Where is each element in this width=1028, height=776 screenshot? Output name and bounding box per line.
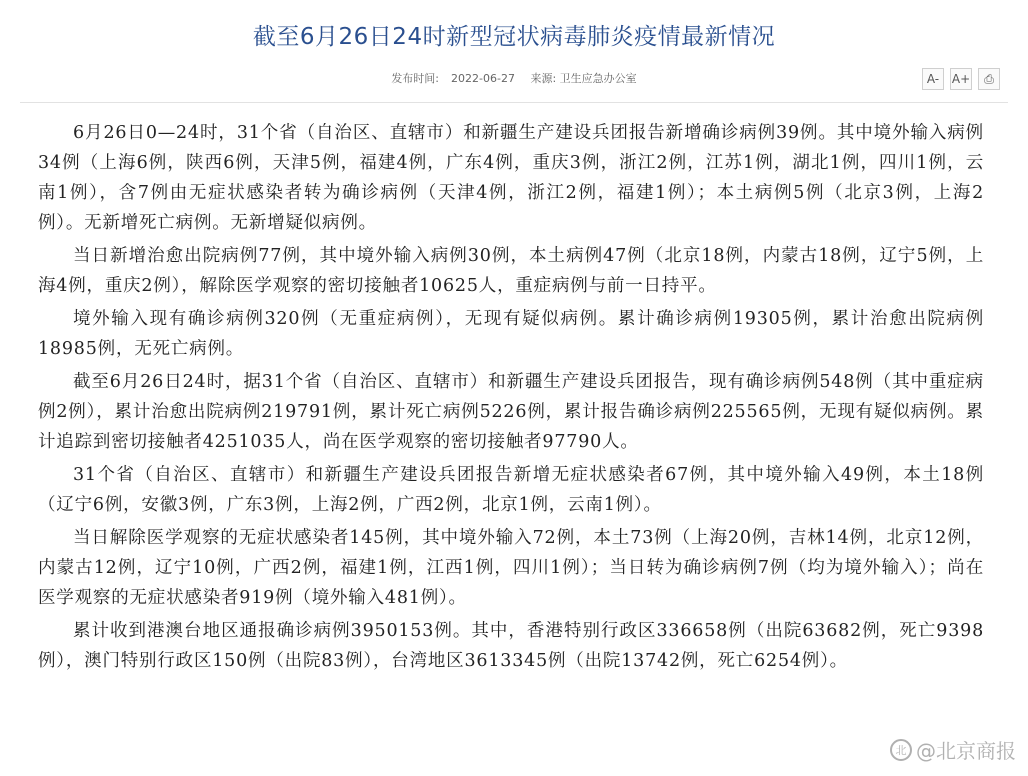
publish-label: 发布时间:: [391, 72, 440, 85]
divider: [20, 102, 1008, 103]
watermark-text: @北京商报: [916, 739, 1016, 763]
source-label: 来源: 卫生应急办公室: [530, 72, 637, 85]
paragraph: 31个省（自治区、直辖市）和新疆生产建设兵团报告新增无症状感染者67例，其中境外输入49例，本土18例（辽宁6例，安徽3例，广东3例，上海2例，广西2例，北京1例，云南1例）。: [38, 465, 984, 515]
print-icon[interactable]: ⎙: [978, 68, 1000, 90]
page-title: 截至6月26日24时新型冠状病毒肺炎疫情最新情况: [252, 24, 776, 50]
paragraph: 累计收到港澳台地区通报确诊病例3950153例。其中，香港特别行政区336658例（出院63682例，死亡9398例），澳门特别行政区150例（出院83例），台湾地区3613345例（出院13742例，死亡6254例）。: [38, 621, 984, 671]
paragraph: 当日新增治愈出院病例77例，其中境外输入病例30例，本土病例47例（北京18例，内蒙古18例，辽宁5例，上海4例，重庆2例），解除医学观察的密切接触者10625人，重症病例与前一日持平。: [38, 246, 984, 296]
publish-date: 2022-06-27: [451, 72, 515, 85]
font-increase-button[interactable]: A+: [950, 68, 972, 90]
article-meta: [0, 70, 1028, 86]
paragraph: 当日解除医学观察的无症状感染者145例，其中境外输入72例，本土73例（上海20例，吉林14例，北京12例，内蒙古12例，辽宁10例，广西2例，福建1例，江西1例，四川1例）；当日转为确诊病例7例（均为境外输入）；尚在医学观察的无症状感染者919例（境外输入481例）。: [38, 528, 984, 608]
article-body: [38, 118, 984, 679]
watermark-logo-icon: 北: [890, 739, 912, 761]
font-decrease-button[interactable]: A-: [922, 68, 944, 90]
paragraph: 截至6月26日24时，据31个省（自治区、直辖市）和新疆生产建设兵团报告，现有确诊病例548例（其中重症病例2例），累计治愈出院病例219791例，累计死亡病例5226例，累计报告确诊病例225565例，无现有疑似病例。累计追踪到密切接触者4251035人，尚在医学观察的密切接触者97790人。: [38, 372, 984, 452]
article-tools: [922, 68, 1000, 90]
paragraph: 境外输入现有确诊病例320例（无重症病例），无现有疑似病例。累计确诊病例19305例，累计治愈出院病例18985例，无死亡病例。: [38, 309, 984, 359]
watermark: [890, 735, 1016, 764]
paragraph: 6月26日0—24时，31个省（自治区、直辖市）和新疆生产建设兵团报告新增确诊病例39例。其中境外输入病例34例（上海6例，陕西6例，天津5例，福建4例，广东4例，重庆3例，浙江2例，江苏1例，湖北1例，四川1例，云南1例），含7例由无症状感染者转为确诊病例（天津4例，浙江2例，福建1例）；本土病例5例（北京3例，上海2例）。无新增死亡病例。无新增疑似病例。: [38, 123, 984, 233]
